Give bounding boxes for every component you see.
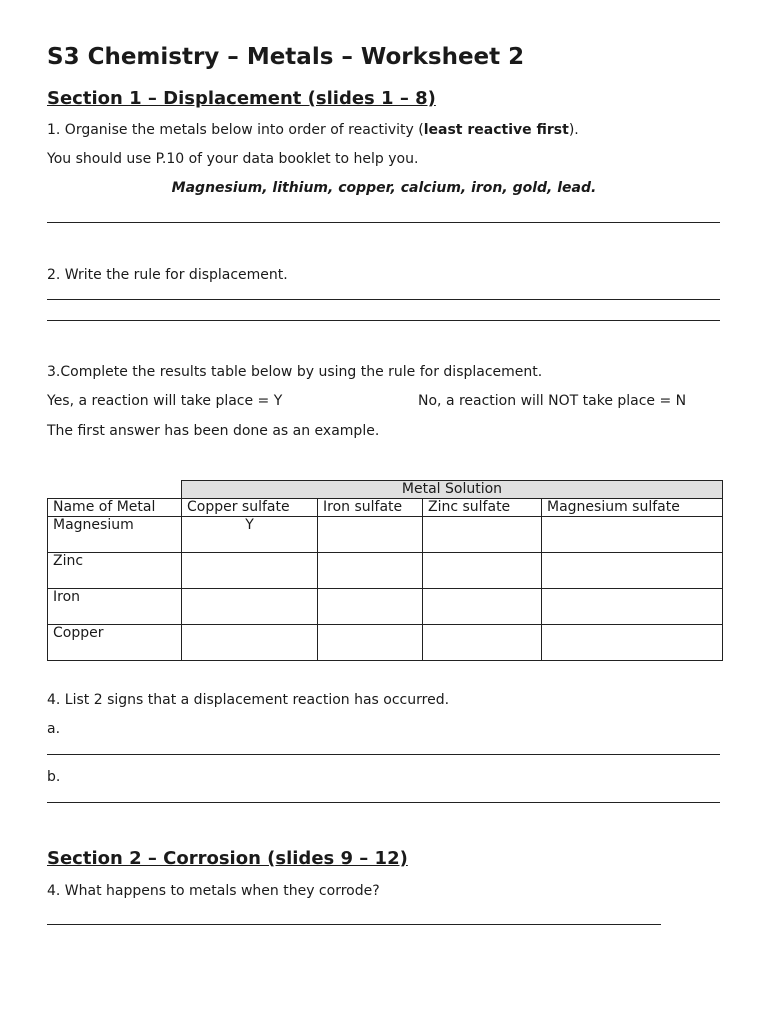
question-1-emphasis: least reactive first: [423, 122, 569, 138]
answer-line-q4-a[interactable]: [47, 754, 720, 755]
answer-cell[interactable]: [182, 589, 318, 625]
answer-cell[interactable]: [318, 553, 423, 589]
section-2-heading: Section 2 – Corrosion (slides 9 – 12): [47, 848, 408, 869]
metal-name-cell: Copper: [48, 625, 182, 661]
question-4-corrosion: 4. What happens to metals when they corrode?: [47, 883, 380, 899]
metal-name-cell: Zinc: [48, 553, 182, 589]
answer-cell[interactable]: [182, 625, 318, 661]
column-header-magnesium-sulfate: Magnesium sulfate: [542, 499, 723, 517]
table-row: [48, 517, 723, 553]
answer-cell[interactable]: Y: [182, 517, 318, 553]
example-note: The first answer has been done as an example.: [47, 423, 380, 439]
column-header-iron-sulfate: Iron sulfate: [318, 499, 423, 517]
answer-cell[interactable]: [542, 625, 723, 661]
answer-cell[interactable]: [423, 625, 542, 661]
column-header-zinc-sulfate: Zinc sulfate: [423, 499, 542, 517]
metals-list: Magnesium, lithium, copper, calcium, iron, gold, lead.: [171, 180, 597, 196]
answer-line-q1[interactable]: [47, 222, 720, 223]
column-header-copper-sulfate: Copper sulfate: [182, 499, 318, 517]
page-title: S3 Chemistry – Metals – Worksheet 2: [47, 44, 525, 70]
question-1-hint: You should use P.10 of your data booklet to help you.: [47, 151, 419, 167]
answer-label-b: b.: [47, 769, 61, 785]
answer-cell[interactable]: [542, 517, 723, 553]
answer-cell[interactable]: [542, 589, 723, 625]
table-row: [48, 553, 723, 589]
answer-line-corrosion[interactable]: [47, 924, 661, 925]
question-4: 4. List 2 signs that a displacement reaction has occurred.: [47, 692, 450, 708]
answer-label-a: a.: [47, 721, 61, 737]
key-yes: Yes, a reaction will take place = Y: [47, 393, 283, 409]
metal-solution-header: Metal Solution: [182, 481, 723, 499]
table-row: [48, 625, 723, 661]
answer-cell[interactable]: [423, 589, 542, 625]
answer-cell[interactable]: [318, 625, 423, 661]
question-1: [47, 122, 579, 138]
answer-cell[interactable]: [423, 553, 542, 589]
answer-cell[interactable]: [318, 589, 423, 625]
answer-line-q2-2[interactable]: [47, 320, 720, 321]
answer-line-q2-1[interactable]: [47, 299, 720, 300]
answer-cell[interactable]: [182, 553, 318, 589]
row-header-name-of-metal: Name of Metal: [48, 499, 182, 517]
question-2: 2. Write the rule for displacement.: [47, 267, 288, 283]
table-row: [48, 589, 723, 625]
answer-line-q4-b[interactable]: [47, 802, 720, 803]
results-table: [47, 480, 723, 661]
question-3: 3.Complete the results table below by using the rule for displacement.: [47, 364, 543, 380]
section-1-heading: Section 1 – Displacement (slides 1 – 8): [47, 88, 436, 109]
question-1-text-post: ).: [568, 122, 579, 138]
metal-name-cell: Magnesium: [48, 517, 182, 553]
key-no: No, a reaction will NOT take place = N: [418, 393, 687, 409]
table-corner-blank: [48, 481, 182, 499]
answer-cell[interactable]: [423, 517, 542, 553]
answer-cell[interactable]: [318, 517, 423, 553]
metal-name-cell: Iron: [48, 589, 182, 625]
question-1-text-pre: 1. Organise the metals below into order of reactivity (: [47, 122, 424, 138]
answer-cell[interactable]: [542, 553, 723, 589]
